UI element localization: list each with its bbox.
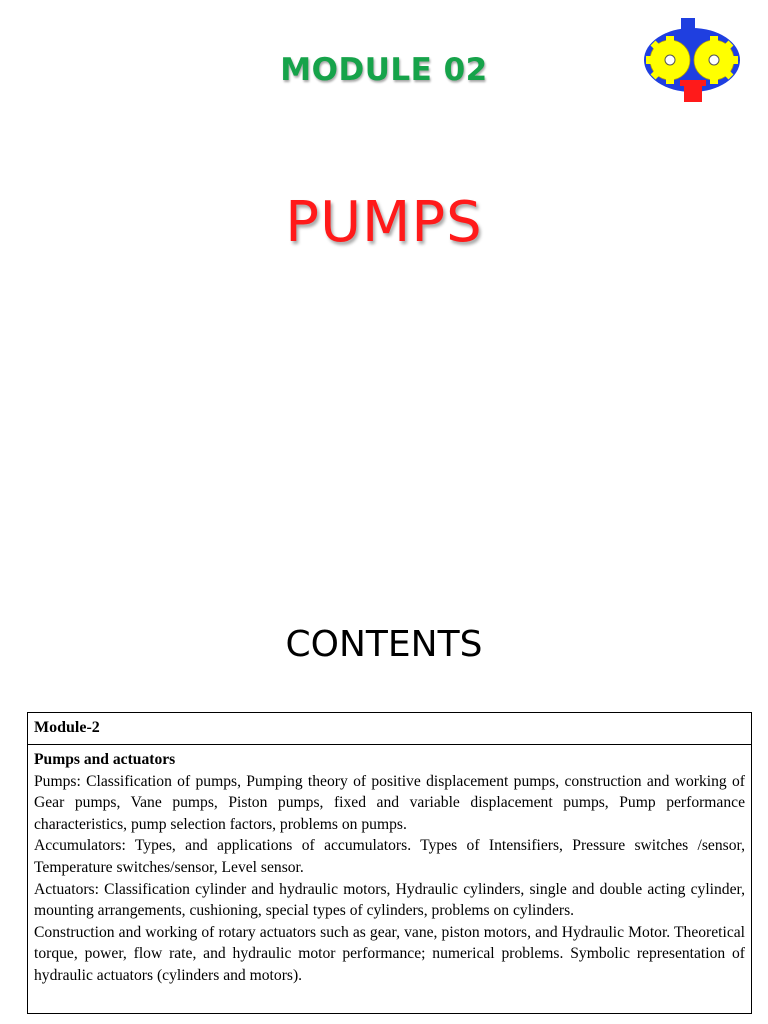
gear-pump-logo-icon	[640, 14, 744, 106]
syllabus-table	[27, 712, 752, 1014]
syllabus-paragraph-accumulators: Accumulators: Types, and applications of accumulators. Types of Intensifiers, Pressure switches /sensor, Temperature switches/sensor, Level sensor.	[34, 837, 745, 876]
syllabus-section-title: Pumps and actuators	[34, 751, 176, 768]
syllabus-paragraph-rotary-actuators: Construction and working of rotary actuators such as gear, vane, piston motors, and Hydraulic Motor. Theoretical torque, power, flow rate, and hydraulic motor performance; numerical problems. Symbolic representation of hydraulic actuators (cylinders and motors).	[34, 923, 745, 984]
syllabus-paragraph-pumps: Pumps: Classification of pumps, Pumping theory of positive displacement pumps, construction and working of Gear pumps, Vane pumps, Piston pumps, fixed and variable displacement pumps, Pump performance characteristics, pump selection factors, problems on pumps.	[34, 772, 745, 833]
syllabus-paragraph-actuators: Actuators: Classification cylinder and hydraulic motors, Hydraulic cylinders, single and double acting cylinder, mounting arrangements, cushioning, special types of cylinders, problems on cylinders.	[34, 880, 745, 920]
syllabus-body	[28, 745, 751, 987]
pumps-title: PUMPS	[285, 190, 483, 255]
contents-heading: CONTENTS	[285, 624, 483, 665]
syllabus-module-header: Module-2	[28, 713, 751, 745]
module-label: MODULE 02	[280, 52, 488, 88]
